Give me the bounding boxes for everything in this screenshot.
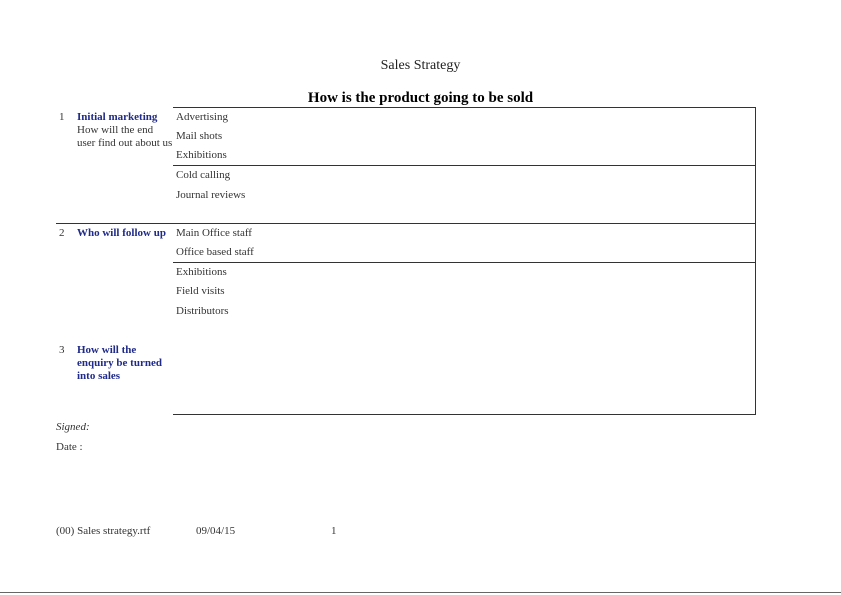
- list-item: Advertising: [176, 111, 228, 123]
- section-number: 1: [59, 111, 65, 123]
- list-item: Exhibitions: [176, 149, 227, 161]
- section-heading: Who will follow up: [77, 227, 166, 239]
- list-item: Cold calling: [176, 169, 231, 181]
- strategy-table: [173, 107, 756, 415]
- date-label: Date :: [56, 441, 83, 453]
- signed-label: Signed:: [56, 421, 90, 433]
- row-divider: [173, 262, 756, 263]
- list-item: Exhibitions: [176, 266, 227, 278]
- section-block: [77, 344, 173, 383]
- section-block: [77, 111, 173, 150]
- document-subtitle: How is the product going to be sold: [307, 90, 534, 106]
- section-subheading: How will the end user find out about us: [77, 124, 173, 149]
- section-number: 3: [59, 344, 65, 356]
- section-number: 2: [59, 227, 65, 239]
- footer-page-number: 1: [331, 525, 337, 537]
- section-heading: How will the enquiry be turned into sales: [77, 344, 162, 382]
- list-item: Office based staff: [176, 246, 254, 258]
- footer-filename: (00) Sales strategy.rtf: [56, 525, 151, 537]
- page-edge-rule: [0, 592, 841, 593]
- list-item: Field visits: [176, 285, 225, 297]
- footer-date: 09/04/15: [196, 525, 236, 537]
- section-heading: Initial marketing: [77, 111, 158, 123]
- row-divider: [173, 165, 756, 166]
- section-block: [77, 227, 173, 240]
- section-divider: [56, 223, 756, 224]
- list-item: Main Office staff: [176, 227, 252, 239]
- list-item: Mail shots: [176, 130, 223, 142]
- page-title: Sales Strategy: [380, 58, 461, 73]
- list-item: Journal reviews: [176, 189, 246, 201]
- list-item: Distributors: [176, 305, 229, 317]
